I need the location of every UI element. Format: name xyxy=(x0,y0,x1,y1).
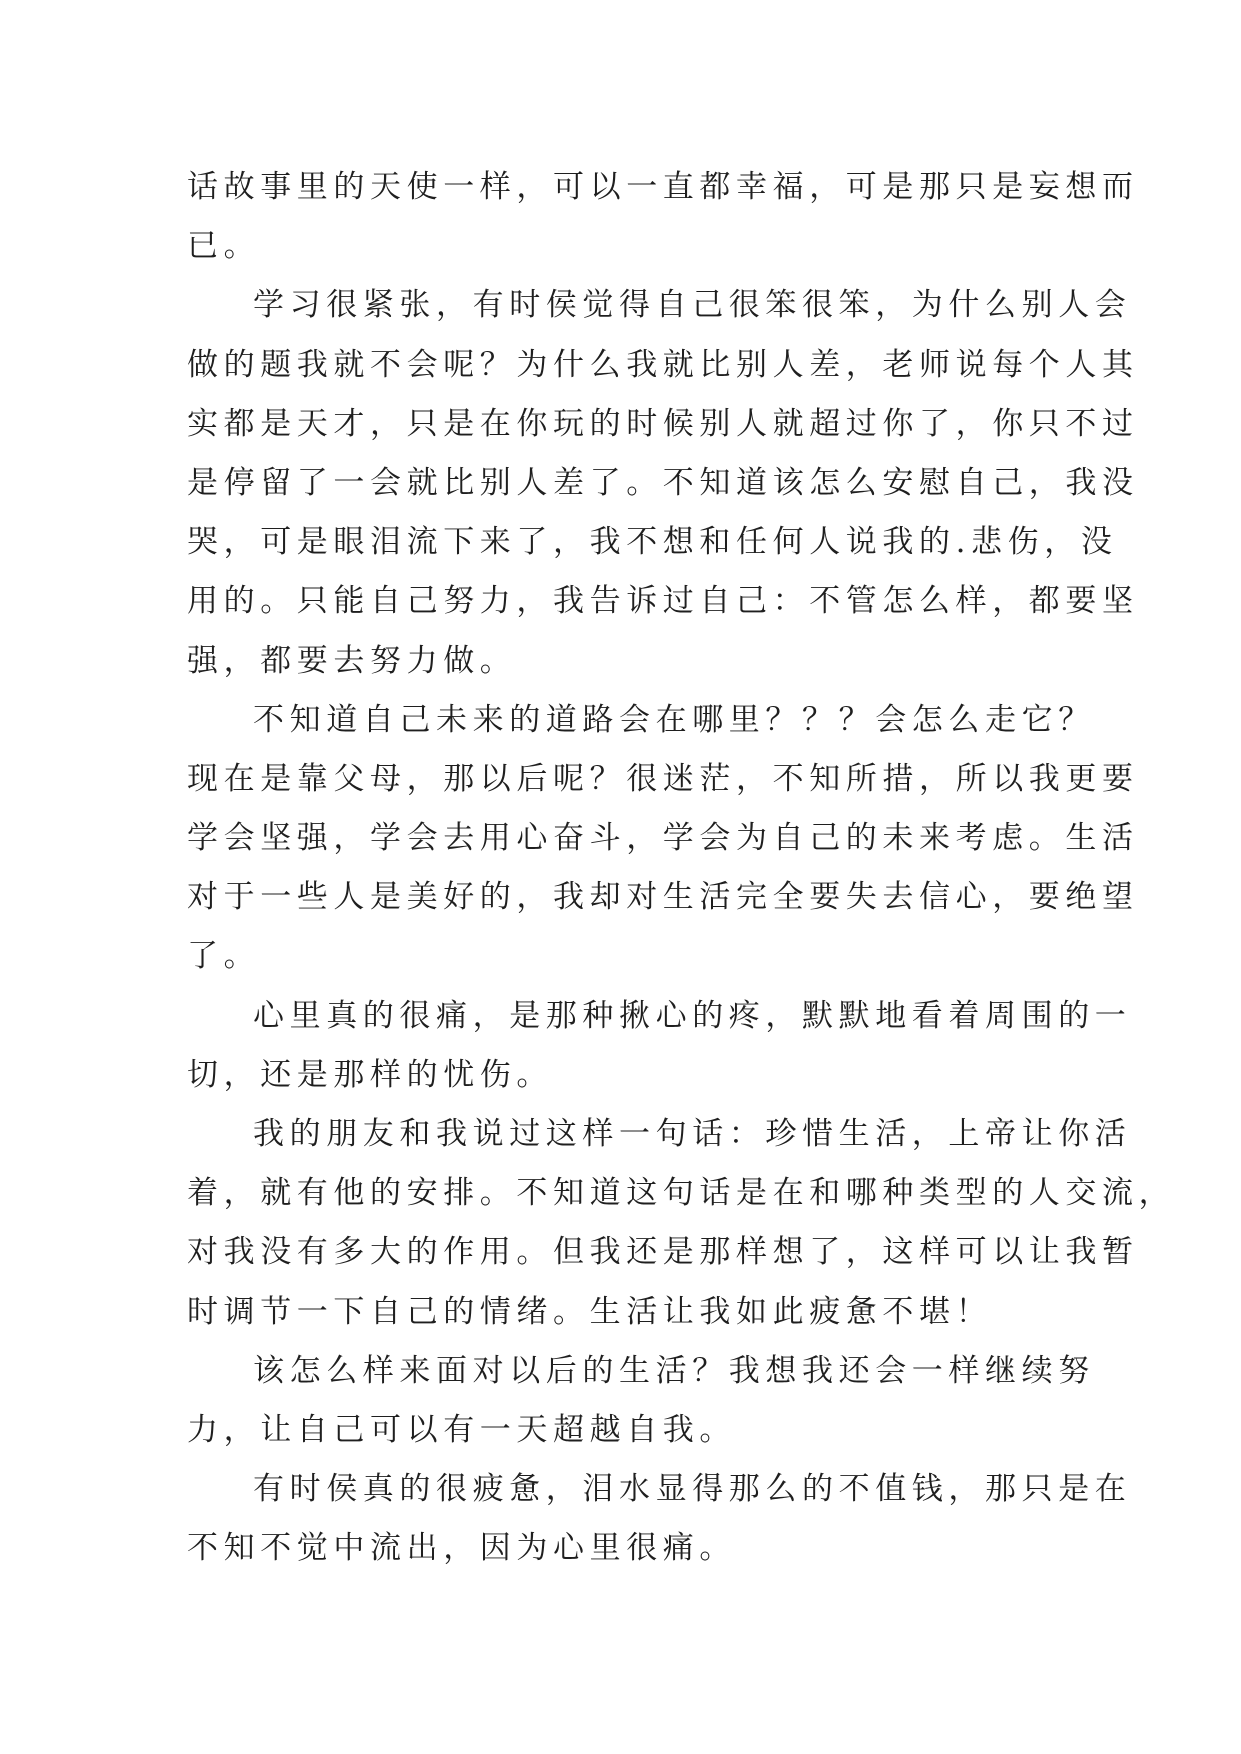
paragraph-1 xyxy=(187,158,1139,276)
text-line: 实都是天才，只是在你玩的时候别人就超过你了，你只不过 xyxy=(187,405,1139,442)
paragraph-7 xyxy=(187,1460,1132,1578)
text-line: 已。 xyxy=(187,228,261,265)
text-line: 不知不觉中流出，因为心里很痛。 xyxy=(187,1530,736,1567)
text-line: 话故事里的天使一样，可以一直都幸福，可是那只是妄想而 xyxy=(187,169,1139,205)
paragraph-4 xyxy=(187,987,1132,1105)
paragraph-3 xyxy=(187,691,1139,987)
text-line: 心里真的很痛，是那种揪心的疼，默默地看着周围的一 xyxy=(253,997,1132,1034)
paragraph-6 xyxy=(187,1342,1095,1460)
text-line: 学会坚强，学会去用心奋斗，学会为自己的未来考虑。生活 xyxy=(187,820,1139,857)
text-line: 有时侯真的很疲惫，泪水显得那么的不值钱，那只是在 xyxy=(253,1471,1132,1508)
text-line: 对我没有多大的作用。但我还是那样想了，这样可以让我暂 xyxy=(187,1234,1139,1271)
text-line: 是停留了一会就比别人差了。不知道该怎么安慰自己，我没 xyxy=(187,464,1139,501)
paragraph-2 xyxy=(187,276,1139,690)
text-line: 用的。只能自己努力，我告诉过自己：不管怎么样，都要坚 xyxy=(187,583,1139,620)
text-line: 我的朋友和我说过这样一句话：珍惜生活，上帝让你活 xyxy=(253,1116,1132,1152)
text-line: 该怎么样来面对以后的生活？我想我还会一样继续努 xyxy=(253,1352,1095,1389)
text-line: 切，还是那样的忧伤。 xyxy=(187,1056,553,1093)
text-line: 学习很紧张，有时侯觉得自己很笨很笨，为什么别人会 xyxy=(253,287,1132,324)
text-line: 哭，可是眼泪流下来了，我不想和任何人说我的.悲伤，没 xyxy=(187,524,1118,561)
text-line: 了。 xyxy=(187,938,261,975)
text-line: 现在是靠父母，那以后呢？很迷茫，不知所措，所以我更要 xyxy=(187,760,1139,797)
document-body xyxy=(187,158,1176,1579)
paragraph-5 xyxy=(187,1105,1176,1342)
text-line: 不知道自己未来的道路会在哪里？？？会怎么走它？ xyxy=(253,701,1095,738)
text-line: 做的题我就不会呢？为什么我就比别人差，老师说每个人其 xyxy=(187,346,1139,383)
text-line: 强，都要去努力做。 xyxy=(187,642,517,679)
text-line: 力，让自己可以有一天超越自我。 xyxy=(187,1411,736,1448)
text-line: 时调节一下自己的情绪。生活让我如此疲惫不堪！ xyxy=(187,1293,993,1330)
text-line: 对于一些人是美好的，我却对生活完全要失去信心，要绝望 xyxy=(187,879,1139,916)
text-line: 着，就有他的安排。不知道这句话是在和哪种类型的人交流， xyxy=(187,1175,1176,1212)
